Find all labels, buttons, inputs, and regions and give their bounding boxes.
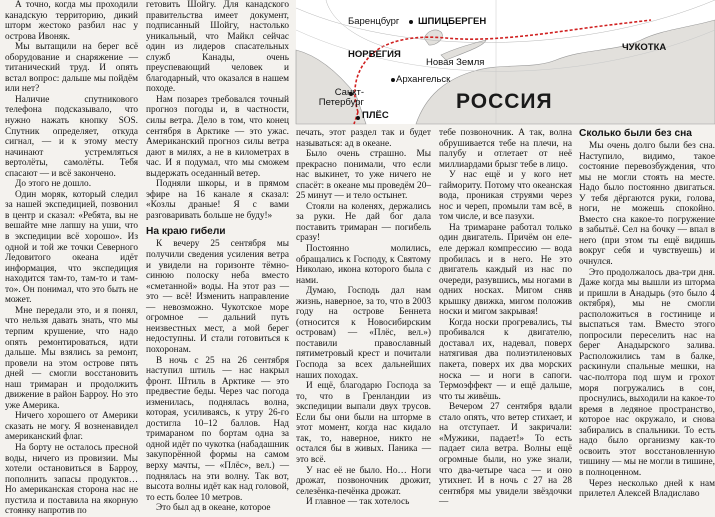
paragraph: А точно, когда мы проходили канадскую территорию, дикий шторм жестоко разбил нас у острова Ивоняк. [5, 0, 138, 42]
paragraph: К вечеру 25 сентября мы получили сведения усиления ветра и увидели на горизонте тёмно-синюю полоску неба вместо «сметанной» воды. На этот раз — это — всё! Изменить направление — невозможно. Чукотское море огромное — дальний путь неизвестных мест, а мой берег недоступны. И стали готовиться к похоронам. [146, 239, 289, 355]
map-label-norway: НОРВЕГИЯ [348, 49, 401, 60]
paragraph: В ночь с 25 на 26 сентября наступил штиль — нас накрыл фронт. Штиль в Арктике — это предвестие беды. Через час погода изменилась, поднялась волна, которая, усиливаясь, к утру 26-го достигла 10–12 баллов. Над тримараном по бортам одна за одной идёт по чукотка (набадашник закупорённой формы на самом верху мачты, — «Плёс», вел.) — поднялась на эти волну. Так вот, высота волны идёт как над головой, то есть более 10 метров. [146, 355, 289, 503]
section-subheading: Сколько были без сна [579, 128, 692, 139]
paragraph: печать, этот раздел так и будет называться: ад в океане. [296, 128, 431, 149]
paragraph: Было очень страшно. Мы прекрасно понимали, что если нас выкинет, то уже ничего не спасёт: в океане мы проведём 20–25 минут — и тело остынет. [296, 149, 431, 202]
city-marker [409, 20, 413, 24]
paragraph: На борту не осталось пресной воды, ничего из провизии. Мы хотели остановиться в Барроу, пополнить запасы продуктов… Но американская сторона нас не пустила и поставила на якорную стоянку напротив по [5, 442, 138, 517]
paragraph: Постоянно молились, обращались к Господу, к Святому Николаю, икона которого была с нами. [296, 244, 431, 286]
map-label-ples: ПЛЁС [362, 110, 389, 121]
map-label-russia: РОССИЯ [456, 90, 553, 113]
map-label-novaya-zemlya: Новая Земля [426, 57, 485, 68]
paragraph: Наличие спутникового телефона подсказывало, что нужно нажать кнопку SOS. Спутник определяет, откуда сигнал, — и к этому месту начинают устремляться вертолёты, самолёты. Тебя спасают — и всё закончено. [5, 94, 138, 179]
paragraph: До этого не дошло. [15, 179, 92, 190]
paragraph: У нас ещё и у кого нет гаймориту. Потому что океанская вода, проникая струями через нос и череп, промыли там всё, в том числе, и все пазухи. [439, 170, 572, 223]
paragraph: Нам позарез требовался точный прогноз погоды и, в частности, силы ветра. Дело в том, что конец сентября в Арктике — это ужас. Американский прогноз силы ветра дают в милях, а не в километрах в час. И я подумал, что мы сможем выдержать оседанный ветер. [146, 94, 289, 179]
section-subheading: На краю гибели [146, 226, 226, 238]
paragraph: Мы очень долго были без сна. Наступило, видимо, такое состояние перевозбуждения, что мы не могли стоять на месте. Надо было постоянно двигаться. У тебя дёргаются руки, голова, ноги, не можешь спокойно. Вместо сна какое-то погружение в забытьё. Сел на бочку — впал в него (при этом ты ещё видишь вокруг себя и чувствуешь) и очнулся. [579, 141, 715, 268]
article-column-4 [439, 128, 572, 508]
paragraph: тебе позвоночник. А так, волна обрушивается тебе на плечи, на палубу и отлетает от неё миллиардами брызг тебе в лицо. [439, 128, 572, 170]
paragraph: И ещё, благодарю Господа за то, что в Гренландии из экспедиции выпали двух трусов. Если бы они были на шторме в этот момент, когда нас кидало так, то, наверное, никто не остался бы в живых. Паника — это всё. [296, 381, 431, 465]
paragraph: Когда носки прогревались, ты пробивался к двигателю, доставал их, надевал, поверх натягивая два полиэтиленовых пакета, поверх их два морских носка — и ноги в сапоги. Термоэффект — и ещё дальше, что ты живёшь. [439, 317, 572, 402]
map-label-st-petersburg: Санкт-Петербург [318, 87, 364, 108]
city-marker [391, 78, 395, 82]
city-marker [356, 116, 360, 120]
article-column-2 [146, 0, 289, 514]
paragraph: У нас её не было. Но… Ноги дрожат, позвоночник дрожит, селезёнка-печёнка дрожат. [296, 465, 431, 497]
paragraph: На тримаране работал только один двигатель. Причём он еле-еле держал компрессию — вода пробилась и в него. Не это двигатель каждый из нас по очереди, разувшись, мы ногами в одних носках. Мигом сняв крышку движка, мигом положив носки и мигом закрывая! [439, 222, 572, 318]
map-label-barentsburg: Баренцбург [348, 16, 400, 27]
paragraph: Думаю, Господь дал нам жизнь, наверное, за то, что в 2003 году на острове Беннета (относится к Новосибирским островам) — «Плёс, вел.») поставили православный пятиметровый крест и почитали Господа за всех дальнейших наших походах. [296, 286, 431, 381]
paragraph: Вечером 27 сентября вдали стало опять, что ветер стихает, и на отступает. И закричали: «Мужики, падает!» То есть падает сила ветра. Волны ещё огромные были, но уже знали, что два-четыре часа — и оно утихнет. И в ночь с 27 на 28 сентября мы увидели звёздочки — [439, 402, 572, 508]
article-column-1 [5, 0, 138, 517]
paragraph: Подняли шкоры, и в прямом эфире на 16 канале я сказал: «Козлы драные! Я с вами разговаривать больше не буду!» [146, 179, 289, 221]
paragraph: Мне передали это, и я понял, что нельзя давать знать, что мы терпим крушение, что надо опять ремонтироваться, идти дальше. Мы взялись за ремонт, провели на этом острове пять дней — смогли восстановить наш тримаран и продолжить движение в район Барроу. Но это уже Америка. [5, 305, 138, 411]
map-label-arkhangelsk: Архангельск [396, 74, 451, 85]
paragraph: Ничего хорошего от Америки сказать не могу. Я возненавидел американский флаг. [5, 411, 138, 443]
paragraph: Мы вытащили на берег всё оборудование и снаряжение — титанический труд. И опять встал вопрос: дальше мы пойдём или нет? [5, 42, 138, 95]
paragraph: Это продолжалось два-три дня. Даже когда мы вышли из шторма и пришли в Анадырь (это было 4 октября), мы не смогли расположиться в гостинице и выспаться там. Вместо этого попросили переселить нас на берег Анадырского залива. Расположились там в балке, раскинули спальные мешки, на час-полтора под шум и грохот моря погружались в сон, проснулись, выходили на какое-то время в ледяное пространство, которое нас окружало, и снова забирались в спальники. То есть надо было организму как-то освоить этот восстановленную тишину — мы не могли в тишине, в полноценном. [579, 267, 715, 478]
paragraph: Через несколько дней к нам прилетел Алексей Владиславо [579, 478, 715, 500]
paragraph: Это был ад в океане, котоpoe [156, 503, 271, 514]
paragraph: Один моряк, который следил за нашей экспедицией, позвонил в центр и сказал: «Ребята, вы не вешайте мне лапшу на уши, что в экспедиции всё хорошо». Из одной и той же точки Северного Ледовитого океана идёт информация, что экспедиция находится там-то, там-то и там-то». Он понимал, что это быть не может. [5, 189, 138, 306]
article-column-3 [296, 128, 431, 508]
route-map [296, 0, 715, 124]
map-label-spitsbergen: ШПИЦБЕРГЕН [418, 16, 487, 27]
paragraph: И главное — так хотелось [306, 497, 410, 508]
article-column-5 [579, 128, 715, 500]
paragraph: Стояли на коленях, держались за руки. Не дай бог дала поставить тримаран — погибель сразу! [296, 201, 431, 244]
paragraph: гетовить Шойгу. Для канадского правительства имеет документ, подписанный Шойгу, настолько уникальный, что Майкл сейчас один из лидеров спасательных служб Канады, очень преуспевающий человек и благодарный, что оказался в нашем походе. [146, 0, 289, 95]
map-label-chukotka: ЧУКОТКА [622, 42, 667, 53]
